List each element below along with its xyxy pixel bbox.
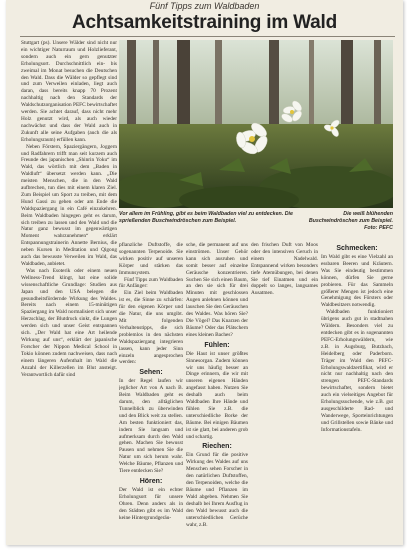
col3-para-riechen: Ein Grund für die positive Wirkung des Waldes auf uns Menschen sehen Forscher in den natürlichen Duftstoffen, den Terpenoiden, welche die Bäume und Pflanzen im Wald abgeben. Nehmen Sie deshalb bei Ihrem Ausflug in den Wald bewusst auch die unterschiedlichen Gerüche wahr, z.B.	[186, 452, 248, 528]
column-4	[251, 242, 318, 542]
subheading-fuehlen: Fühlen:	[204, 341, 230, 349]
col2-para-2: Fünf Tipps zum Waldbaden für Anfänger:	[119, 276, 183, 290]
column-1	[21, 40, 117, 540]
col3-para-fuehlen: Die Haut ist unser größtes Sinnesorgan. Zudem können wir uns häufig besser an Dinge erinnern, die wir mit unseren eigenen Händen angefasst haben. Nutzen Sie deshalb auch beim Waldbaden Ihre Hände und fühlen Sie z.B. die unterschiedliche Borke der Bäume. Bei einigen Bäumen ist sie glatt, bei anderen grob und schartig.	[186, 350, 248, 440]
column-5	[321, 242, 393, 542]
col1-para-2: Neben Förstern, Spaziergängern, Joggern und Radfahrern trifft man seit kurzem auch Freunde des japanischen „Shinrin Yoku“ im Wald, das wörtlich mit dem „Baden in Waldluft“ übersetzt werden kann. „Die meisten Menschen, die in den Wald aufbrechen, tun dies mit einem klaren Ziel. Zum Beispiel um Sport zu treiben, mit dem Hund Gassi zu gehen oder am Ende die Waldspaziergang in ein Café einzukehren. Beim Waldbaden hingegen geht es darum, sich treiben zu lassen und den Wald und die Natur ganz bewusst im gegenwärtigen Moment wahrzunehmen“ erklärt Entspannungstrainerin Annette Bernius, die neben Kursen in Meditation und Qigong auch das bewusste Verweilen im Wald, das Waldbaden, anbietet.	[21, 143, 117, 267]
photo-caption-right: Die weiß blühenden Buschwindröschen zum Beispiel. Foto: PEFC	[308, 211, 393, 231]
col5-para-2: Waldbaden funktioniert übrigens auch gut in stadtnahen Wäldern. Besonders viel zu entdecken gibt es in sogenannten PEFC-Erholungswäldern, wie z.B. in Augsburg, Butzbach, Heidelberg oder Paderborn. Träger im Wald den PEFC-Erholungswaldzertifikat, wird er nicht nur nachhaltig nach den strengen PEFC-Standards bewirtschaftet, sondern bietet auch ein vielseitiges Angebot für Erholungssuchende, wie z.B. gut ausgeschilderte Rad- und Wanderwege, Sporteinrichtungen und Grillstellen sowie Bänke und Informationstafeln.	[321, 309, 393, 433]
subheading-riechen: Riechen:	[202, 443, 232, 451]
subheading-schmecken: Schmecken:	[336, 245, 378, 252]
headline-rule	[20, 36, 395, 37]
col4-para-1: den frischen Duft von Moos oder den intensiven Geruch in einem Nadelwald. Entspannend wirken besonders tiefe Atemübungen, bei denen Sie tief Einatmen und ein doppelt so langes, langsames Ausatmen.	[251, 242, 318, 297]
buschwindroeschen-photo	[119, 40, 393, 208]
article-kicker: Fünf Tipps zum Waldbaden	[149, 1, 260, 11]
col2-para-3: Ein Ziel beim Waldbaden ist es, die Sinne zu schärfen: für den eigenen Körper und die Natur, die uns umgibt. Mit folgenden Verhaltenstipps, die sich problemlos in den nächsten Waldspaziergang integrieren lassen, kann jeder Sinn einzeln angesprochen werden:	[119, 290, 183, 366]
column-3	[186, 242, 248, 542]
col2-para-sehen: In der Regel laufen wir jeglicher Art von A nach B. Beim Waldbaden geht es darum, den alltäglichen Tunnelblick zu überwinden und den Blick weit zu stellen. Am besten funktioniert das, indem Sie langsam und aufmerksam durch den Wald gehen. Machen Sie bewusst Pausen und nehmen Sie die Natur um sich herum wahr. Welche Bäume, Pflanzen und Tiere entdecken Sie?	[119, 378, 183, 475]
col3-para-1: sche, die permanent auf uns einströmen. Unser Gehör kann sich ausruhen und somit besser auf einzelne Geräusche konzentrieren. Suchen Sie sich einen Baum, an den sie sich für drei Minuten mit geschlossen Augen anlehnen können und lauschen Sie den Geräuschen des Waldes. Was hören Sie? Die Vögel? Das Knarzen der Bäume? Oder das Plätschern eines kleinen Baches?	[186, 242, 248, 338]
subheading-sehen: Sehen:	[139, 369, 163, 377]
column-2	[119, 242, 183, 542]
col5-para-schmecken: Im Wald gibt es eine Vielzahl an essbaren Beeren und Kräutern. Was Sie eindeutig bestimmen können, dürfen Sie gerne probieren. Für das Sammeln größerer Mengen ist jedoch eine Genehmigung des Försters oder Waldbesitzers notwendig.	[321, 254, 393, 309]
col1-para-1: Stuttgart (ps). Unsere Wälder sind nicht nur ein wichtiger Naturraum und Holzlieferant, sondern auch ein gern genutzter Erholungsort. Durchschnittlich ein- bis zweimal im Monat besuchen die Deutschen den Wald. Dass die Wälder so gepflegt sind und zum Verweilen einladen, liegt auch daran, dass bereits knapp 70 Prozent nachhaltig nach den Standards der Waldschutzorganisation PEFC bewirtschaftet werden. Sie achtet darauf, dass nicht mehr Holz genutzt wird, als auch wieder nachwächst und dass der Wald auch in Zukunft alle seine Aufgaben (auch die als Erholungsraum) erfüllen kann.	[21, 40, 117, 143]
col2-para-hoeren: Der Wald ist ein echter Erholungsort für unsere Ohren. Denn anders als in den Städten gibt es im Wald keine Hintergrundgeräu-	[119, 487, 183, 521]
subheading-hoeren: Hören:	[139, 478, 163, 485]
article-headline: Achtsamkeitstraining im Wald	[71, 12, 338, 33]
photo-caption-left: Vor allem im Frühling, gibt es beim Waldbaden viel zu entdecken. Die sprießenden Buschwindröschen zum Beispiel.	[119, 211, 293, 224]
col2-para-1: pflanzliche Duftstoffe, die sogenannten Terpenoide. Sie wirken positiv auf unseren Körper und stärken das Immunsystem.	[119, 242, 183, 276]
col1-para-3: Was nach Esoterik oder einem neuen Wellness-Trend klingt, hat eine solide wissenschaftliche Grundlage: Studien aus Japan und den USA belegen die gesundheitsfördernde Wirkung des Waldes. Bereits nach einem 15-minütigen Spaziergang im Wald normalisiert sich unser Herzschlag, der Blutdruck sinkt, die Lungen werden sich und unser Geist entspannen sich. „Der Wald hat eine Art heilende Wirkung auf uns“, erklärt der japanische Forscher der Nippon Medical School in Tokio können zudem nachweisen, dass nach einem längeren Aufenthalt im Wald die Anzahl der Killerzellen im Blut ansteigt. Verantwortlich dafür sind	[21, 267, 117, 378]
